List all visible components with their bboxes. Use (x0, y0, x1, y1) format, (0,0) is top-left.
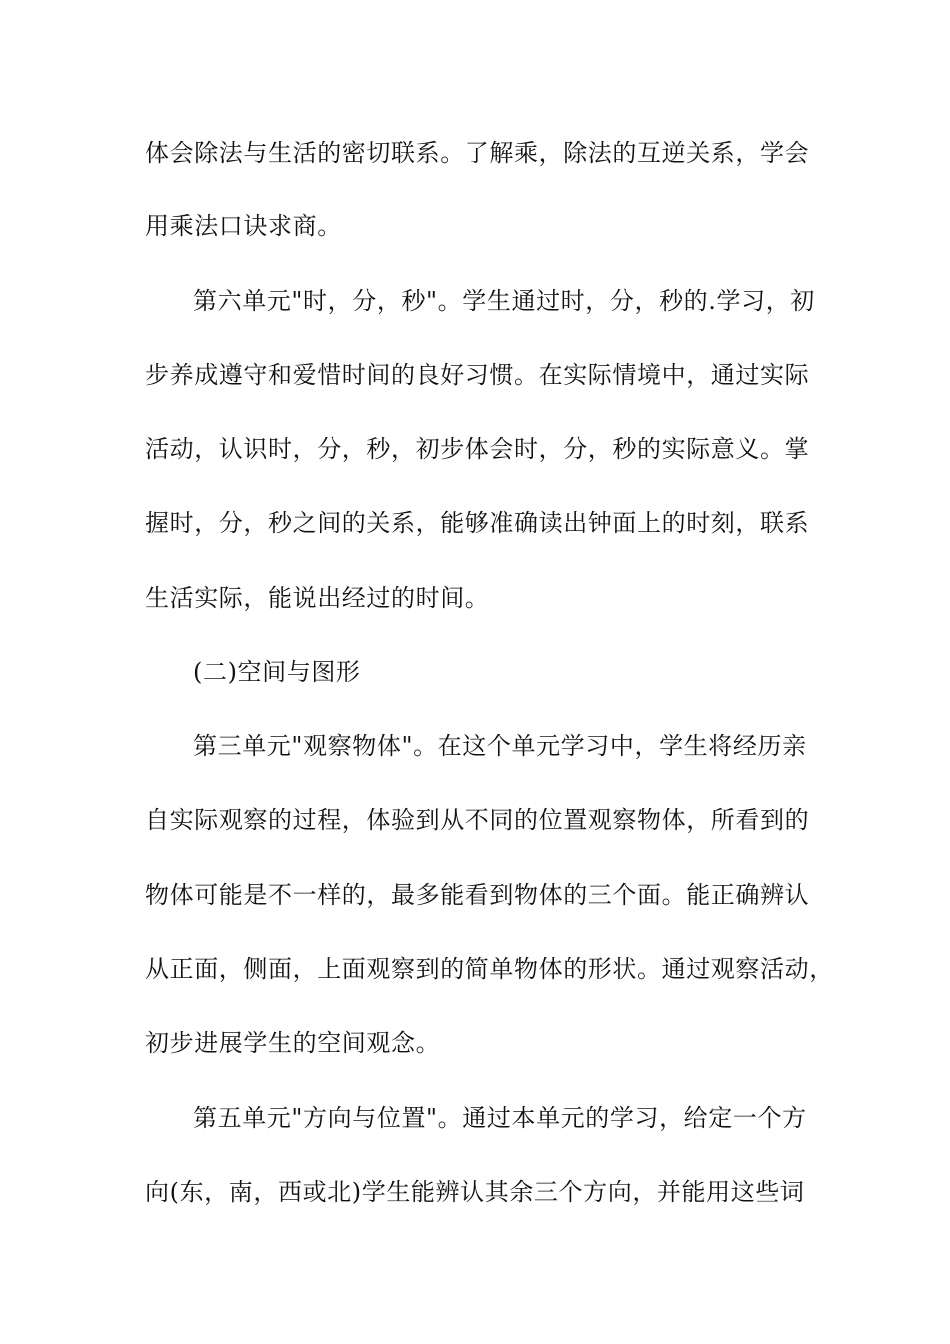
text-line: 握时，分，秒之间的关系，能够准确读出钟面上的时刻，联系 (145, 509, 810, 537)
paragraph-start-line: 第五单元"方向与位置"。通过本单元的学习，给定一个方 (193, 1104, 807, 1132)
text-line: 用乘法口诀求商。 (145, 212, 342, 240)
text-line: 向(东，南，西或北)学生能辨认其余三个方向，并能用这些词 (145, 1178, 805, 1206)
text-line: 自实际观察的过程，体验到从不同的位置观察物体，所看到的 (145, 806, 810, 834)
text-line: 步养成遵守和爱惜时间的良好习惯。在实际情境中，通过实际 (145, 361, 810, 389)
text-line: 体会除法与生活的密切联系。了解乘，除法的互逆关系，学会 (145, 139, 810, 167)
section-heading: (二)空间与图形 (193, 658, 361, 686)
paragraph-start-line: 第三单元"观察物体"。在这个单元学习中，学生将经历亲 (193, 732, 807, 760)
text-line: 物体可能是不一样的，最多能看到物体的三个面。能正确辨认 (145, 881, 810, 909)
paragraph-start-line: 第六单元"时，分，秒"。学生通过时，分，秒的.学习，初 (193, 287, 815, 315)
text-line: 初步进展学生的空间观念。 (145, 1029, 441, 1057)
text-line: 活动，认识时，分，秒，初步体会时，分，秒的实际意义。掌 (145, 435, 810, 463)
text-line: 生活实际，能说出经过的时间。 (145, 584, 490, 612)
text-line: 从正面，侧面，上面观察到的简单物体的形状。通过观察活动， (145, 955, 834, 983)
